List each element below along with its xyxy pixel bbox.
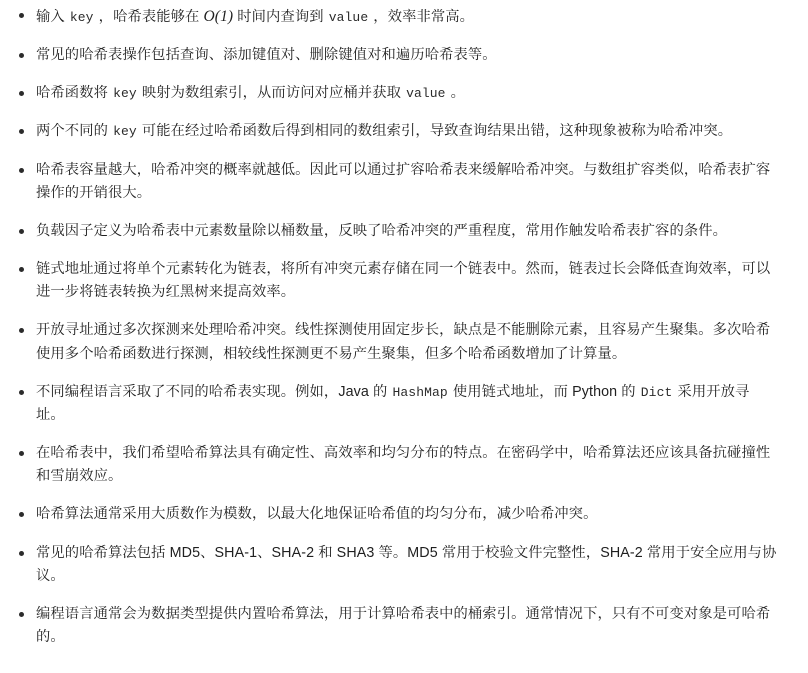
list-item <box>14 258 778 304</box>
text-run: 哈希表容量越大，哈希冲突的概率就越低。因此可以通过扩容哈希表来缓解哈希冲突。与数组扩容类似，哈希表扩容操作的开销很大。 <box>36 161 771 201</box>
inline-code: value <box>406 86 446 102</box>
text-run: 不同编程语言采取了不同的哈希表实现。例如，Java 的 <box>36 383 392 400</box>
inline-math: O(1) <box>203 8 234 25</box>
text-run: 映射为数组索引，从而访问对应桶并获取 <box>137 85 406 102</box>
list-item <box>14 442 778 488</box>
list-item <box>14 82 778 105</box>
inline-code: HashMap <box>392 384 448 400</box>
text-run: 负载因子定义为哈希表中元素数量除以桶数量，反映了哈希冲突的严重程度，常用作触发哈希表扩容的条件。 <box>36 222 728 239</box>
inline-code: key <box>69 10 94 25</box>
list-item <box>14 503 778 526</box>
text-run: 常见的哈希算法包括 MD5、SHA-1、SHA-2 和 SHA3 等。MD5 常用于校验文件完整性，SHA-2 常用于安全应用与协议。 <box>36 544 777 584</box>
list-item <box>14 381 778 427</box>
inline-code: Dict <box>640 384 673 400</box>
list-item <box>14 319 778 365</box>
text-run: 时间内查询到 <box>233 9 328 25</box>
text-run: 哈希函数将 <box>36 85 113 102</box>
text-run: 在哈希表中，我们希望哈希算法具有确定性、高效率和均匀分布的特点。在密码学中，哈希算法还应该具备抗碰撞性和雪崩效应。 <box>36 445 771 485</box>
list-item <box>14 220 778 243</box>
text-run: 链式地址通过将单个元素转化为链表，将所有冲突元素存储在同一个链表中。然而，链表过长会降低查询效率，可以进一步将链表转换为红黑树来提高效率。 <box>36 261 771 301</box>
inline-code: key <box>113 86 137 102</box>
inline-code: key <box>113 124 137 140</box>
text-run: 使用链式地址，而 Python 的 <box>448 383 640 400</box>
text-run: 输入 <box>36 9 69 25</box>
text-run: 哈希算法通常采用大质数作为模数，以最大化地保证哈希值的均匀分布，减少哈希冲突。 <box>36 506 598 523</box>
text-run: 两个不同的 <box>36 123 113 140</box>
list-item <box>14 542 778 588</box>
summary-bullet-list <box>14 4 778 649</box>
text-run: 采用开放寻址。 <box>36 383 750 423</box>
text-run: ，效率非常高。 <box>369 9 475 25</box>
list-item <box>14 44 778 67</box>
text-run: 。 <box>446 85 466 102</box>
inline-code: value <box>328 10 369 25</box>
list-item <box>14 4 778 29</box>
text-run: 开放寻址通过多次探测来处理哈希冲突。线性探测使用固定步长，缺点是不能删除元素，且容易产生聚集。多次哈希使用多个哈希函数进行探测，相较线性探测更不易产生聚集，但多个哈希函数增加了计算量。 <box>36 322 771 362</box>
list-item <box>14 159 778 205</box>
text-run: ，哈希表能够在 <box>94 9 204 25</box>
text-run: 可能在经过哈希函数后得到相同的数组索引，导致查询结果出错，这种现象被称为哈希冲突。 <box>137 123 733 140</box>
text-run: 常见的哈希表操作包括查询、添加键值对、删除键值对和遍历哈希表等。 <box>36 47 497 64</box>
list-item <box>14 603 778 649</box>
text-run: 编程语言通常会为数据类型提供内置哈希算法，用于计算哈希表中的桶索引。通常情况下，只有不可变对象是可哈希的。 <box>36 605 771 645</box>
list-item <box>14 120 778 143</box>
